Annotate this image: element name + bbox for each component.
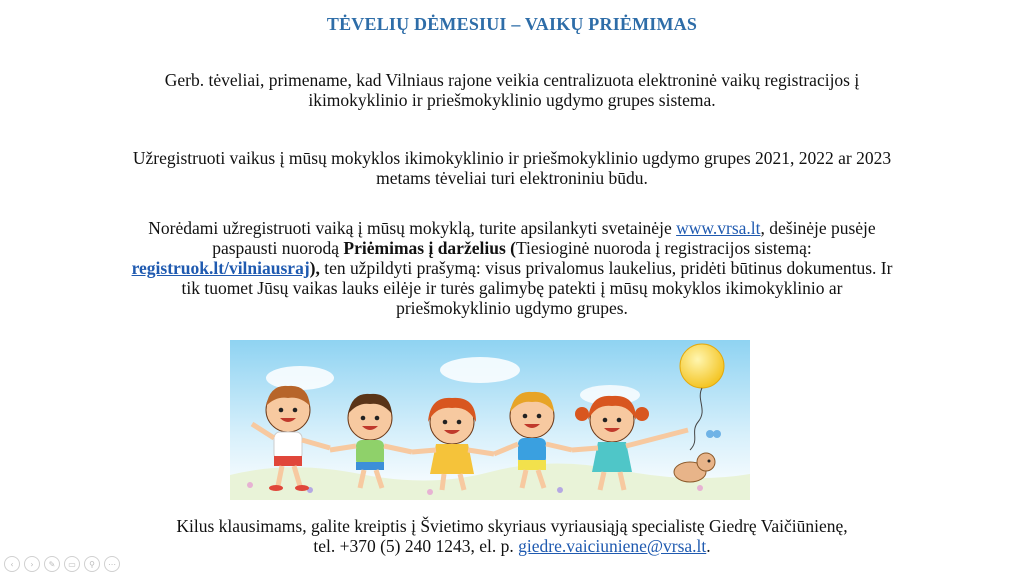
email-link[interactable]: giedre.vaiciuniene@vrsa.lt — [518, 536, 707, 556]
bold-text: ), — [309, 258, 320, 278]
text: , dešinėje pusėje — [760, 218, 876, 238]
paragraph-reminder — [40, 70, 984, 110]
paragraph-line: Užregistruoti vaikus į mūsų mokyklos ikimokyklinio ir priešmokyklinio ugdymo grupes 2021, 2022 ar 2023 — [132, 148, 892, 168]
pen-icon[interactable]: ✎ — [44, 556, 60, 572]
paragraph-registration-years — [40, 148, 984, 188]
text: tel. +370 (5) 240 1243, el. p. — [313, 536, 519, 556]
text: . — [706, 536, 711, 556]
text: Tiesioginė nuoroda į registracijos sistemą: — [515, 238, 812, 258]
cloud — [266, 366, 334, 390]
more-icon[interactable]: ⋯ — [104, 556, 120, 572]
paragraph-line: metams tėveliai turi elektroniniu būdu. — [376, 168, 648, 188]
children-illustration — [230, 340, 750, 500]
text: paspausti nuorodą — [212, 238, 344, 258]
website-link[interactable]: www.vrsa.lt — [676, 218, 761, 238]
paragraph-line: ikimokyklinio ir priešmokyklinio ugdymo grupes sistema. — [308, 90, 716, 110]
flower — [247, 482, 253, 488]
paragraph-line: Kilus klausimams, galite kreiptis į Švietimo skyriaus vyriausiąją specialistę Giedrę Vaičiūnienę, — [176, 516, 848, 536]
paragraph-line: priešmokyklinio ugdymo grupes. — [396, 298, 628, 318]
paragraph-line — [40, 238, 984, 258]
cloud — [440, 357, 520, 383]
paragraph-line — [40, 536, 984, 556]
text: ten užpildyti prašymą: visus privalomus laukelius, pridėti būtinus dokumentus. Ir — [319, 258, 893, 278]
text: Norėdami užregistruoti vaiką į mūsų mokyklą, turite apsilankyti svetainėje — [148, 218, 677, 238]
bold-text: Priėmimas į darželius ( — [343, 238, 516, 258]
flower — [557, 487, 563, 493]
paragraph-line: tik tuomet Jūsų vaikas lauks eilėje ir turės galimybę patekti į mūsų mokyklos ikimokyklinio ar — [181, 278, 843, 298]
paragraph-line — [40, 218, 984, 238]
flower — [427, 489, 433, 495]
paragraph-line — [40, 258, 984, 278]
paragraph-instructions — [40, 218, 984, 318]
balloon — [680, 344, 724, 388]
next-icon[interactable]: › — [24, 556, 40, 572]
paragraph-line: Gerb. tėveliai, primename, kad Vilniaus rajone veikia centralizuota elektroninė vaikų registracijos į — [164, 70, 860, 90]
zoom-icon[interactable]: ⚲ — [84, 556, 100, 572]
flower — [697, 485, 703, 491]
prev-icon[interactable]: ‹ — [4, 556, 20, 572]
registration-link[interactable]: registruok.lt/vilniausraj — [131, 258, 310, 278]
slides-icon[interactable]: ▭ — [64, 556, 80, 572]
slideshow-toolbar — [4, 556, 120, 572]
paragraph-contact — [40, 516, 984, 556]
slide-title: TĖVELIŲ DĖMESIUI – VAIKŲ PRIĖMIMAS — [326, 14, 698, 34]
